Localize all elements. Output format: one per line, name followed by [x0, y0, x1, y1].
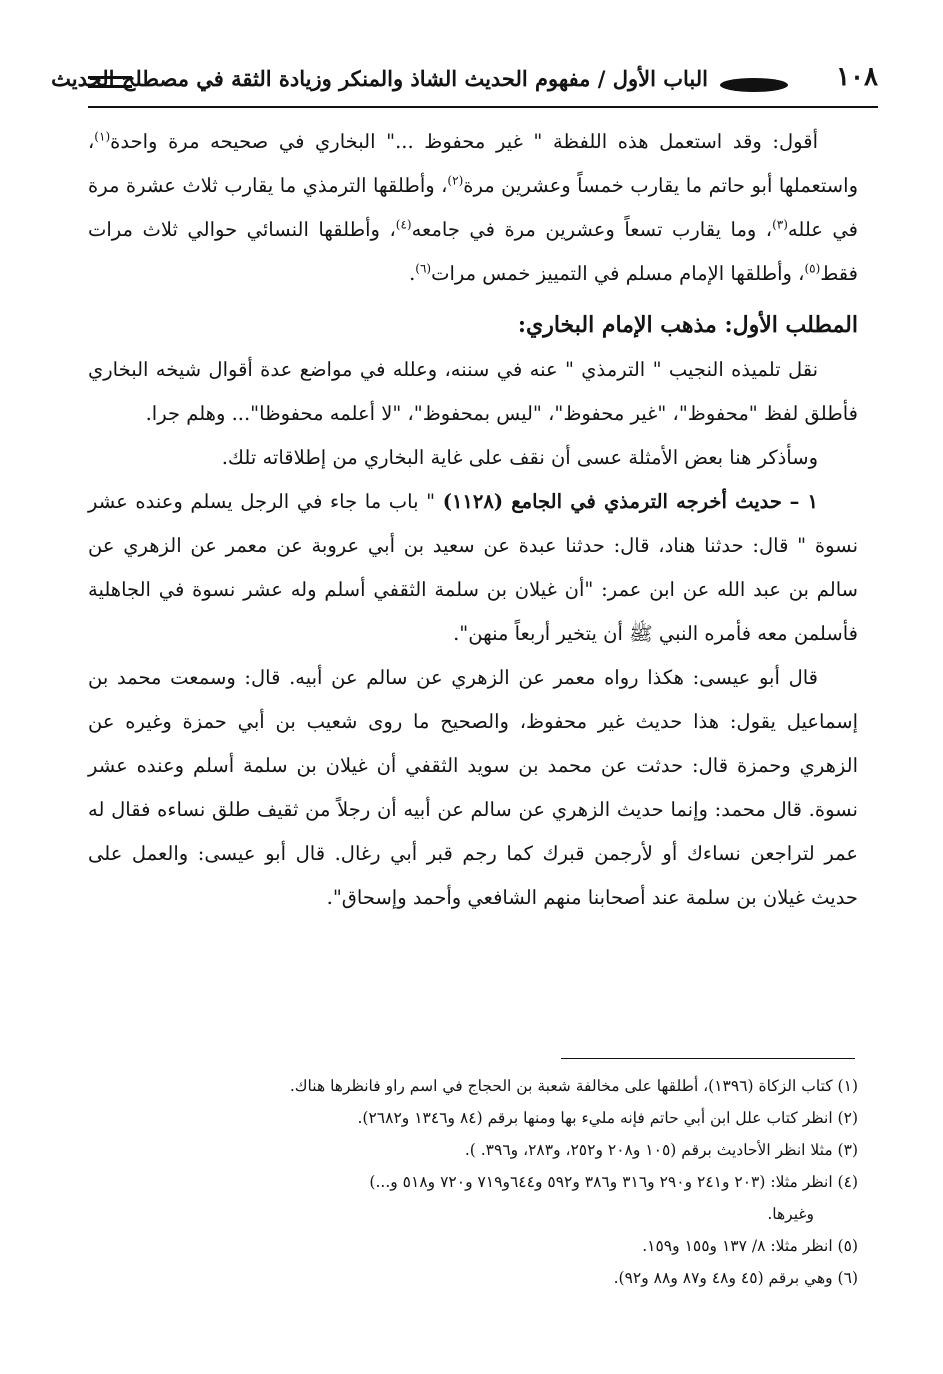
footnote-continuation: وغيرها.	[767, 1205, 814, 1223]
footnote-ref: (١)	[94, 129, 111, 144]
item-lead: حديث أخرجه الترمذي في الجامع (١١٢٨)	[442, 490, 782, 513]
text-run: أقول: وقد استعمل هذه اللفظة " غير محفوظ ..." البخاري في صحيحه مرة واحدة	[110, 130, 818, 153]
footnote: (٤) انظر مثلا: (٢٠٣ و٢٤١ و٢٩٠ و٣١٦ و٣٨٦ و٥٩٢ و٦٤٤و٧١٩ و٧٢٠ و٥١٨ و...)	[369, 1173, 858, 1191]
footnote: (١) كتاب الزكاة (١٣٩٦)، أطلقها على مخالفة شعبة بن الحجاج في اسم راو فانظرها هناك.	[289, 1077, 858, 1095]
footnote-ref: (٥)	[804, 261, 821, 276]
header-ornament-lines	[88, 76, 132, 88]
running-header	[51, 58, 878, 106]
paragraph: قال أبو عيسى: هكذا رواه معمر عن الزهري عن سالم عن أبيه. قال: وسمعت محمد بن إسماعيل يقول: هذا حديث غير محفوظ، والصحيح ما روى شعيب بن أبي حمزة وغيره عن الزهري وحمزة قال: حدثت عن محمد بن سويد الثقفي أن غيلان بن سلمة أسلم وعنده عشر نسوة. قال محمد: وإنما حديث الزهري عن سالم عن أبيه أن رجلاً من ثقيف طلق نساءه فقال له عمر لتراجعن نساءك أو لأرجمن قبرك كما رجم قبر أبي رغال. قال أبو عيسى: والعمل على حديث غيلان بن سلمة عند أصحابنا منهم الشافعي وأحمد وإسحاق".	[88, 666, 858, 909]
text-run: ، واستعملها أبو حاتم ما يقارب خمساً وعشرين مرة	[88, 130, 858, 197]
section-heading: المطلب الأول: مذهب الإمام البخاري:	[517, 312, 858, 338]
footnote: (٦) وهي برقم (٤٥ و٤٨ و٨٧ و٨٨ و٩٢).	[613, 1269, 858, 1287]
footnote-rule	[561, 1058, 855, 1059]
text-run: .	[409, 262, 416, 285]
footnote: (٣) مثلا انظر الأحاديث برقم (١٠٥ و٢٠٨ و٢٥٢، و٢٨٣، و٣٩٦. ).	[464, 1141, 858, 1159]
example-item	[88, 480, 858, 656]
footnote-ref: (٣)	[772, 217, 788, 232]
text-run: ، وأطلقها الإمام مسلم في التمييز خمس مرات	[431, 262, 805, 285]
item-text: " باب ما جاء في الرجل يسلم وعنده عشر نسوة " قال: حدثنا هناد، قال: حدثنا عبدة عن سعيد بن أبي عروبة عن معمر عن الزهري عن سالم بن عبد الله عن ابن عمر: "أن غيلان بن سلمة الثقفي أسلم وله عشر نسوة في الجاهلية فأسلمن معه فأمره النبي ﷺ أن يتخير أربعاً منهن".	[88, 490, 858, 645]
main-text	[88, 120, 858, 920]
footnote: (٥) انظر مثلا: ٨/ ١٣٧ و١٥٥ و١٥٩.	[642, 1237, 858, 1255]
header-ornament-dot	[720, 78, 788, 92]
paragraph: وسأذكر هنا بعض الأمثلة عسى أن نقف على غاية البخاري من إطلاقاته تلك.	[221, 446, 818, 469]
footnote-ref: (٦)	[415, 261, 432, 276]
text-run: ، وأطلقها النسائي حوالي ثلاث مرات فقط	[88, 218, 858, 285]
page-number: ١٠٨	[836, 62, 878, 92]
header-rule	[88, 106, 878, 108]
intro-paragraph	[88, 120, 858, 296]
text-run: ، وأطلقها الترمذي ما يقارب ثلاث عشرة مرة في علله	[88, 174, 858, 241]
footnote-ref: (٢)	[447, 173, 464, 188]
chapter-title: الباب الأول / مفهوم الحديث الشاذ والمنكر وزيادة الثقة في مصطلح الحديث	[51, 66, 708, 91]
footnote: (٢) انظر كتاب علل ابن أبي حاتم فإنه مليء بها ومنها برقم (٨٤ و١٣٤٦ و٢٦٨٢).	[357, 1109, 858, 1127]
paragraph: نقل تلميذه النجيب " الترمذي " عنه في سننه، وعلله في مواضع عدة أقوال شيخه البخاري فأطلق لفظ "محفوظ"، "غير محفوظ"، "ليس بمحفوظ"، "لا أعلمه محفوظا"... وهلم جرا.	[88, 358, 858, 425]
footnote-ref: (٤)	[395, 217, 412, 232]
footnotes	[88, 1070, 858, 1294]
text-run: ، وما يقارب تسعاً وعشرين مرة في جامعه	[411, 218, 773, 241]
item-number: ١ –	[789, 490, 818, 513]
